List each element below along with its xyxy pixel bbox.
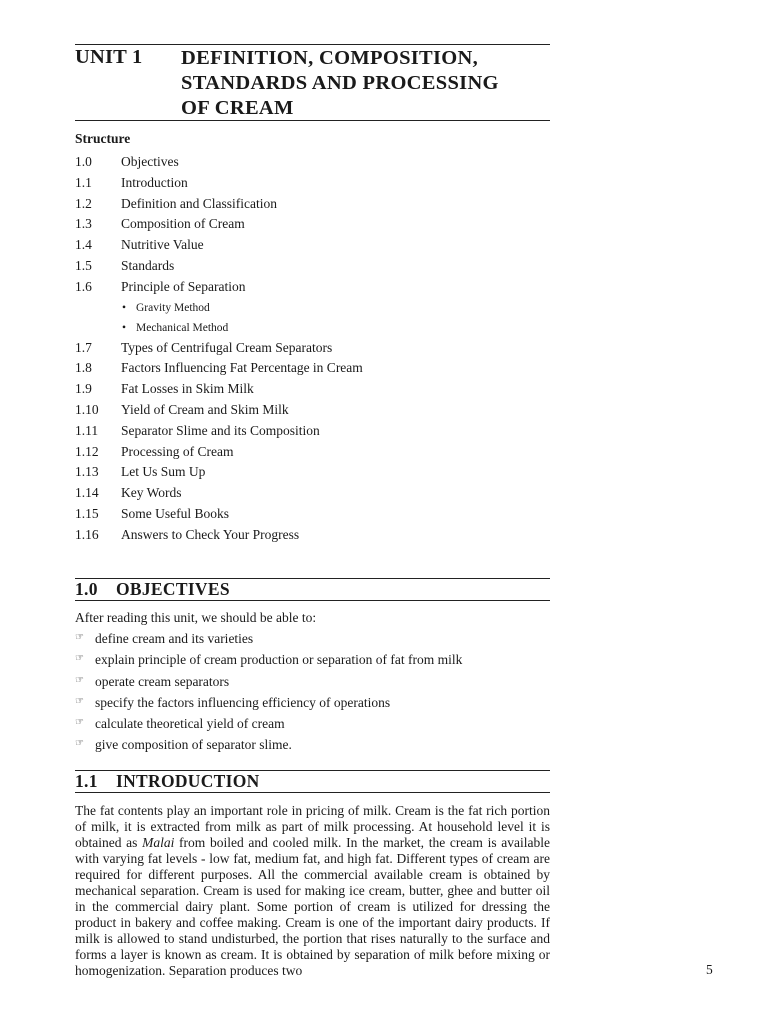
toc-number: 1.0	[75, 154, 92, 169]
unit-number: UNIT 1	[75, 46, 143, 68]
list-item: ☞ define cream and its varieties	[75, 628, 550, 649]
toc-sublabel: Gravity Method	[136, 301, 210, 314]
toc-number: 1.7	[75, 339, 92, 355]
toc-label: Answers to Check Your Progress	[121, 526, 300, 542]
section-number: 1.1	[75, 771, 98, 791]
objectives-list	[75, 628, 550, 756]
pointing-hand-icon: ☞	[75, 695, 84, 707]
list-item: ☞ calculate theoretical yield of cream	[75, 713, 550, 734]
toc-number: 1.10	[75, 401, 99, 417]
list-item: ☞ give composition of separator slime.	[75, 734, 550, 755]
bullet-icon: •	[122, 321, 127, 334]
pointing-hand-icon: ☞	[75, 738, 84, 750]
toc-label: Objectives	[121, 154, 179, 169]
structure-label: Structure	[75, 131, 131, 146]
toc-item	[75, 483, 550, 504]
page-number: 5	[706, 962, 713, 977]
toc-label: Yield of Cream and Skim Milk	[121, 401, 289, 417]
toc-number: 1.11	[75, 422, 99, 438]
toc-item	[75, 173, 550, 194]
toc-label: Key Words	[121, 485, 182, 501]
toc-item	[75, 462, 550, 483]
toc-number: 1.1	[75, 174, 92, 190]
toc-label: Separator Slime and its Composition	[121, 422, 320, 438]
pointing-hand-icon: ☞	[75, 653, 84, 665]
toc-number: 1.12	[75, 443, 99, 459]
unit-title-line: STANDARDS AND PROCESSING	[181, 72, 499, 94]
toc-item	[75, 379, 550, 400]
toc-number: 1.2	[75, 195, 92, 211]
title-bottom-rule	[75, 120, 550, 121]
toc-number: 1.9	[75, 381, 92, 397]
toc-item	[75, 194, 550, 215]
toc-label: Some Useful Books	[121, 505, 229, 521]
introduction-paragraph: The fat contents play an important role in pricing of milk. Cream is the fat rich portion of milk, it is extracted from milk as part of milk processing. At household level it is obtained as Malai from boiled and cooled milk. In the market, the cream is available with varying fat levels - low fat, medium fat, and high fat. Different types of cream are required for different purposes. All the commercial available cream is obtained by mechanical separation. Cream is used for making ice cream, butter, ghee and butter oil in the commercial dairy plant. Some portion of cream is utilized for dressing the product in bakery and coffee making. Cream is one of the important dairy products. If milk is allowed to stand undisturbed, the portion that rises naturally to the surface and forms a layer is known as cream. It is obtained by separation of milk before mixing or homogenization. Separation produces two	[75, 803, 550, 978]
toc-label: Let Us Sum Up	[121, 464, 206, 480]
toc-item	[75, 256, 550, 277]
toc-item	[75, 400, 550, 421]
toc-label: Factors Influencing Fat Percentage in Cream	[121, 360, 363, 376]
objectives-intro: After reading this unit, we should be able to:	[75, 610, 317, 625]
unit-title	[181, 46, 551, 121]
table-of-contents	[75, 152, 550, 546]
toc-number: 1.8	[75, 360, 92, 376]
toc-label: Fat Losses in Skim Milk	[121, 381, 254, 397]
list-item: ☞ operate cream separators	[75, 671, 550, 692]
toc-label: Standards	[121, 257, 175, 273]
toc-number: 1.6	[75, 278, 92, 294]
toc-label: Processing of Cream	[121, 443, 234, 459]
section-title: INTRODUCTION	[116, 771, 260, 791]
toc-number: 1.15	[75, 505, 99, 521]
toc-number: 1.13	[75, 464, 99, 480]
toc-number: 1.4	[75, 237, 92, 253]
toc-subitem	[75, 298, 550, 318]
toc-item	[75, 421, 550, 442]
toc-number: 1.14	[75, 485, 99, 501]
toc-label: Nutritive Value	[121, 237, 204, 253]
pointing-hand-icon: ☞	[75, 674, 84, 686]
toc-label: Principle of Separation	[121, 278, 246, 294]
toc-item	[75, 214, 550, 235]
toc-item	[75, 525, 550, 546]
toc-item	[75, 235, 550, 256]
italic-term: Malai	[142, 835, 175, 850]
introduction-section	[75, 770, 550, 993]
toc-number: 1.16	[75, 526, 99, 542]
section-heading	[75, 770, 550, 793]
unit-title-line: OF CREAM	[181, 97, 294, 119]
toc-subitem	[75, 318, 550, 338]
toc-item	[75, 338, 550, 359]
toc-number: 1.5	[75, 257, 92, 273]
toc-sublabel: Mechanical Method	[136, 321, 229, 334]
list-item: ☞ specify the factors influencing efficiency of operations	[75, 692, 550, 713]
top-rule	[75, 44, 550, 45]
bullet-icon: •	[122, 301, 127, 314]
objectives-section	[75, 578, 550, 756]
list-item: ☞ explain principle of cream production or separation of fat from milk	[75, 649, 550, 670]
section-number: 1.0	[75, 579, 98, 599]
toc-label: Types of Centrifugal Cream Separators	[121, 339, 333, 355]
pointing-hand-icon: ☞	[75, 632, 84, 643]
toc-item	[75, 442, 550, 463]
toc-item	[75, 152, 550, 173]
toc-item	[75, 277, 550, 298]
toc-label: Composition of Cream	[121, 216, 245, 232]
section-title: OBJECTIVES	[116, 579, 230, 599]
pointing-hand-icon: ☞	[75, 717, 84, 729]
toc-label: Introduction	[121, 174, 188, 190]
toc-item	[75, 504, 550, 525]
unit-title-line: DEFINITION, COMPOSITION,	[181, 47, 479, 69]
toc-number: 1.3	[75, 216, 92, 232]
section-heading	[75, 578, 550, 601]
toc-label: Definition and Classification	[121, 195, 277, 211]
toc-item	[75, 358, 550, 379]
